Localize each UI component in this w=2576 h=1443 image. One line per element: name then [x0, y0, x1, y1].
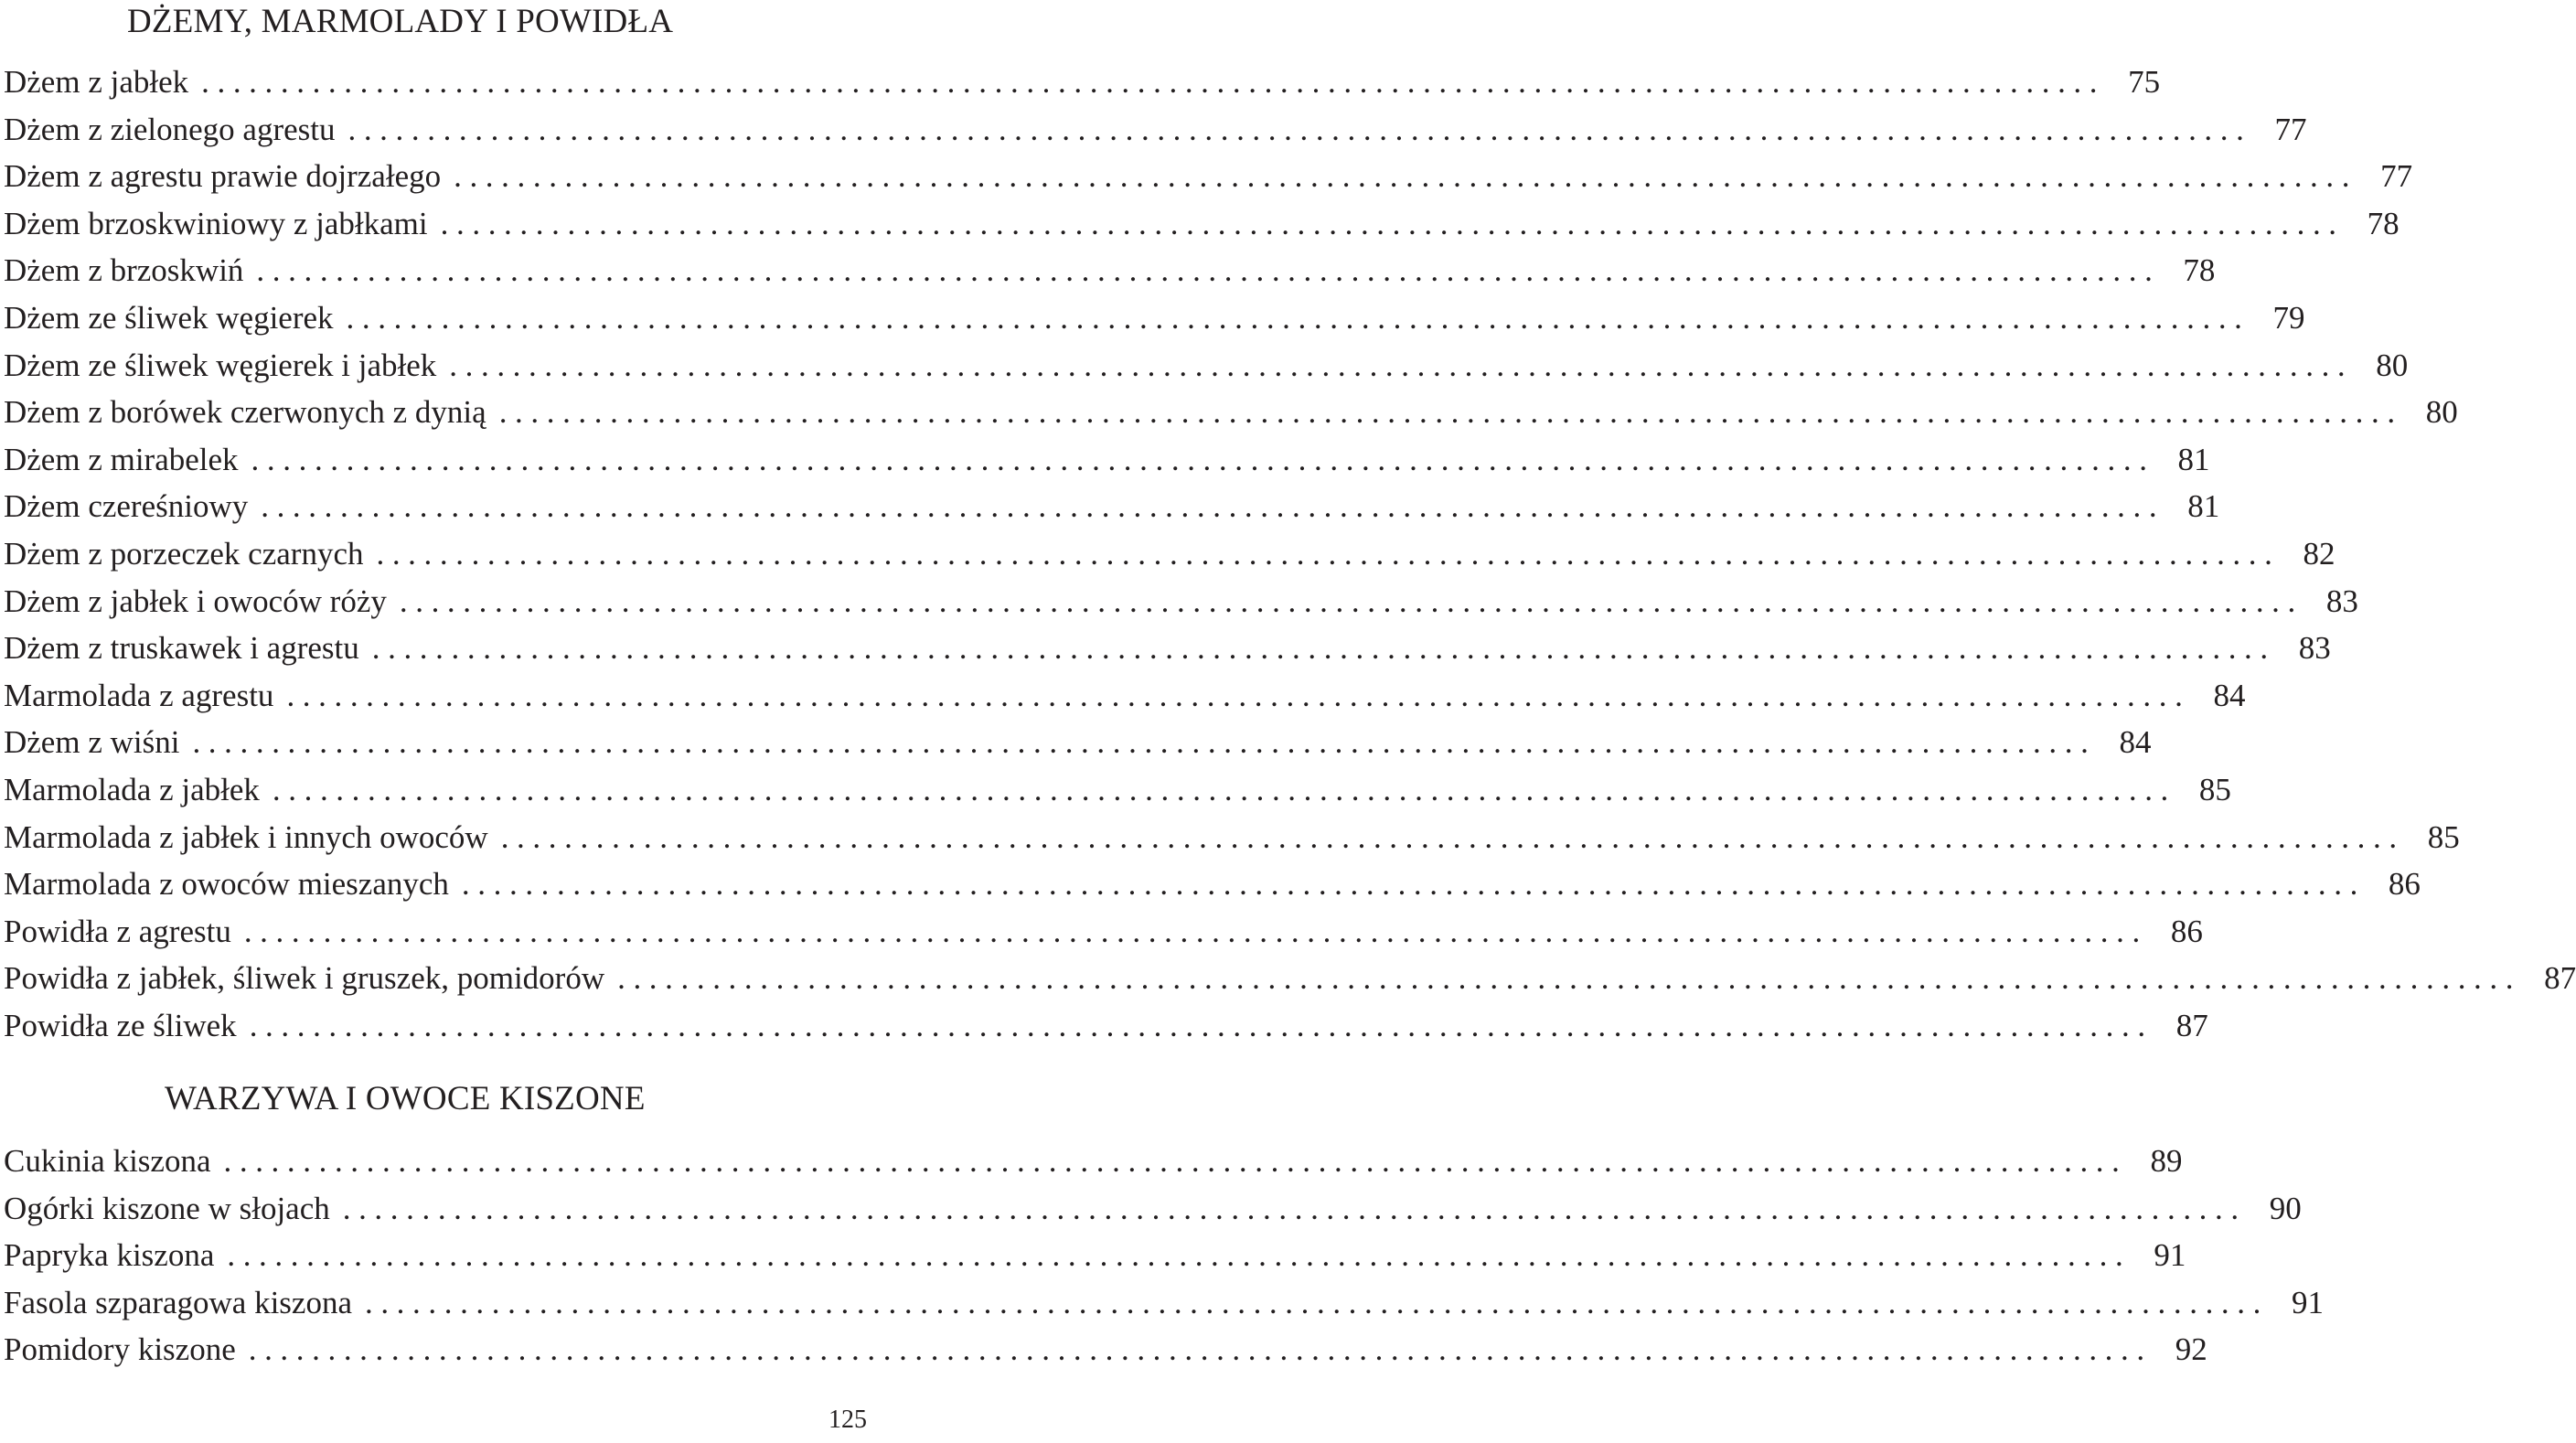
- entry-title: Dżem z truskawek i agrestu: [4, 630, 359, 667]
- toc-entry: [4, 389, 2458, 436]
- entry-page-number: 80: [2376, 347, 2409, 383]
- dot-leader: ........................................................................................................................: [261, 488, 2165, 525]
- page-number: 125: [828, 1406, 867, 1434]
- entry-title: Powidła ze śliwek: [4, 1007, 237, 1043]
- toc-entry: [4, 483, 2220, 530]
- entry-title: Ogórki kiszone w słojach: [4, 1190, 330, 1226]
- dot-leader: ........................................................................................................................: [461, 866, 2366, 903]
- toc-entry: [4, 1185, 2302, 1233]
- entry-page-number: 87: [2544, 960, 2576, 997]
- toc-entry: [4, 766, 2231, 814]
- entry-title: Fasola szparagowa kiszona: [4, 1284, 352, 1320]
- dot-leader: ........................................................................................................................: [256, 252, 2161, 289]
- entry-title: Marmolada z agrestu: [4, 677, 274, 713]
- entry-title: Powidła z agrestu: [4, 913, 231, 949]
- entry-page-number: 84: [2213, 677, 2246, 713]
- toc-entry: [4, 153, 2413, 200]
- entry-title: Marmolada z jabłek i innych owoców: [4, 818, 488, 855]
- dot-leader: ........................................................................................................................: [251, 441, 2155, 477]
- dot-leader: ........................................................................................................................: [347, 111, 2252, 147]
- entry-title: Dżem ze śliwek węgierek i jabłek: [4, 347, 437, 383]
- entry-page-number: 77: [2274, 111, 2307, 147]
- entry-title: Dżem z mirabelek: [4, 441, 239, 477]
- dot-leader: ........................................................................................................................: [243, 913, 2148, 949]
- entry-page-number: 89: [2150, 1143, 2183, 1179]
- toc-entry: [4, 955, 2576, 1002]
- toc-entry: [4, 908, 2203, 956]
- toc-entry: [4, 294, 2305, 342]
- toc-entry: [4, 436, 2210, 484]
- toc-entry: [4, 106, 2307, 154]
- entry-page-number: 77: [2380, 158, 2413, 195]
- dot-leader: ........................................................................................................................: [249, 1007, 2154, 1043]
- dot-leader: ........................................................................................................................: [449, 347, 2354, 383]
- entry-page-number: 79: [2272, 299, 2305, 336]
- toc-entry: [4, 1326, 2207, 1374]
- entry-page-number: 81: [2177, 441, 2210, 477]
- entry-title: Dżem z zielonego agrestu: [4, 111, 336, 147]
- toc-entry: [4, 860, 2421, 908]
- toc-entry: [4, 719, 2152, 766]
- dot-leader: ........................................................................................................................: [371, 630, 2276, 667]
- entry-page-number: 90: [2269, 1190, 2302, 1226]
- dot-leader: ........................................................................................................................: [376, 535, 2281, 572]
- toc-entry: [4, 578, 2358, 625]
- toc-list: [4, 59, 2576, 1049]
- entry-title: Dżem z borówek czerwonych z dynią: [4, 394, 486, 431]
- entry-page-number: 75: [2128, 64, 2161, 100]
- entry-page-number: 86: [2388, 866, 2421, 903]
- entry-title: Dżem czereśniowy: [4, 488, 249, 525]
- entry-page-number: 82: [2303, 535, 2336, 572]
- toc-entry: [4, 814, 2460, 861]
- toc-entry: [4, 1002, 2208, 1050]
- entry-page-number: 92: [2175, 1331, 2207, 1368]
- toc-entry: [4, 1279, 2324, 1327]
- toc-entry: [4, 672, 2246, 720]
- entry-title: Pomidory kiszone: [4, 1331, 236, 1368]
- entry-title: Marmolada z owoców mieszanych: [4, 866, 449, 903]
- entry-page-number: 91: [2291, 1284, 2324, 1320]
- entry-page-number: 87: [2175, 1007, 2208, 1043]
- entry-title: Dżem brzoskwiniowy z jabłkami: [4, 205, 428, 241]
- dot-leader: ........................................................................................................................: [500, 818, 2405, 855]
- entry-title: Cukinia kiszona: [4, 1143, 211, 1179]
- entry-title: Dżem z jabłek: [4, 64, 189, 100]
- entry-page-number: 85: [2198, 771, 2231, 807]
- entry-page-number: 84: [2119, 724, 2152, 761]
- dot-leader: ........................................................................................................................: [286, 677, 2191, 713]
- dot-leader: ........................................................................................................................: [346, 299, 2250, 336]
- entry-page-number: 78: [2367, 205, 2400, 241]
- entry-title: Dżem z brzoskwiń: [4, 252, 244, 289]
- dot-leader: ........................................................................................................................: [617, 960, 2522, 997]
- section-heading: DŻEMY, MARMOLADY I POWIDŁA: [127, 3, 674, 40]
- dot-leader: ........................................................................................................................: [364, 1284, 2269, 1320]
- toc-entry: [4, 247, 2216, 294]
- toc-entry: [4, 200, 2400, 248]
- entry-page-number: 83: [2298, 630, 2331, 667]
- toc-entry: [4, 1232, 2186, 1279]
- entry-title: Marmolada z jabłek: [4, 771, 260, 807]
- entry-page-number: 85: [2427, 818, 2460, 855]
- entry-page-number: 78: [2183, 252, 2216, 289]
- section-heading: WARZYWA I OWOCE KISZONE: [165, 1080, 646, 1117]
- dot-leader: ........................................................................................................................: [498, 394, 2403, 431]
- entry-title: Dżem ze śliwek węgierek: [4, 299, 334, 336]
- entry-page-number: 80: [2425, 394, 2458, 431]
- dot-leader: ........................................................................................................................: [272, 771, 2176, 807]
- toc-entry: [4, 625, 2331, 672]
- entry-page-number: 86: [2170, 913, 2203, 949]
- toc-entry: [4, 530, 2336, 578]
- dot-leader: ........................................................................................................................: [223, 1143, 2128, 1179]
- entry-title: Dżem z agrestu prawie dojrzałego: [4, 158, 442, 195]
- dot-leader: ........................................................................................................................: [248, 1331, 2153, 1368]
- entry-title: Dżem z jabłek i owoców róży: [4, 583, 387, 619]
- entry-title: Papryka kiszona: [4, 1237, 215, 1274]
- toc-entry: [4, 59, 2161, 106]
- entry-page-number: 91: [2154, 1237, 2186, 1274]
- toc-entry: [4, 342, 2409, 390]
- dot-leader: ........................................................................................................................: [227, 1237, 2132, 1274]
- dot-leader: ........................................................................................................................: [201, 64, 2106, 100]
- dot-leader: ........................................................................................................................: [399, 583, 2303, 619]
- entry-page-number: 81: [2187, 488, 2220, 525]
- entry-page-number: 83: [2325, 583, 2358, 619]
- dot-leader: ........................................................................................................................: [192, 724, 2097, 761]
- dot-leader: ........................................................................................................................: [342, 1190, 2247, 1226]
- entry-title: Powidła z jabłek, śliwek i gruszek, pomidorów: [4, 960, 605, 997]
- toc-list: [4, 1138, 2324, 1374]
- dot-leader: ........................................................................................................................: [440, 205, 2345, 241]
- entry-title: Dżem z wiśni: [4, 724, 180, 761]
- dot-leader: ........................................................................................................................: [454, 158, 2358, 195]
- entry-title: Dżem z porzeczek czarnych: [4, 535, 364, 572]
- toc-entry: [4, 1138, 2183, 1185]
